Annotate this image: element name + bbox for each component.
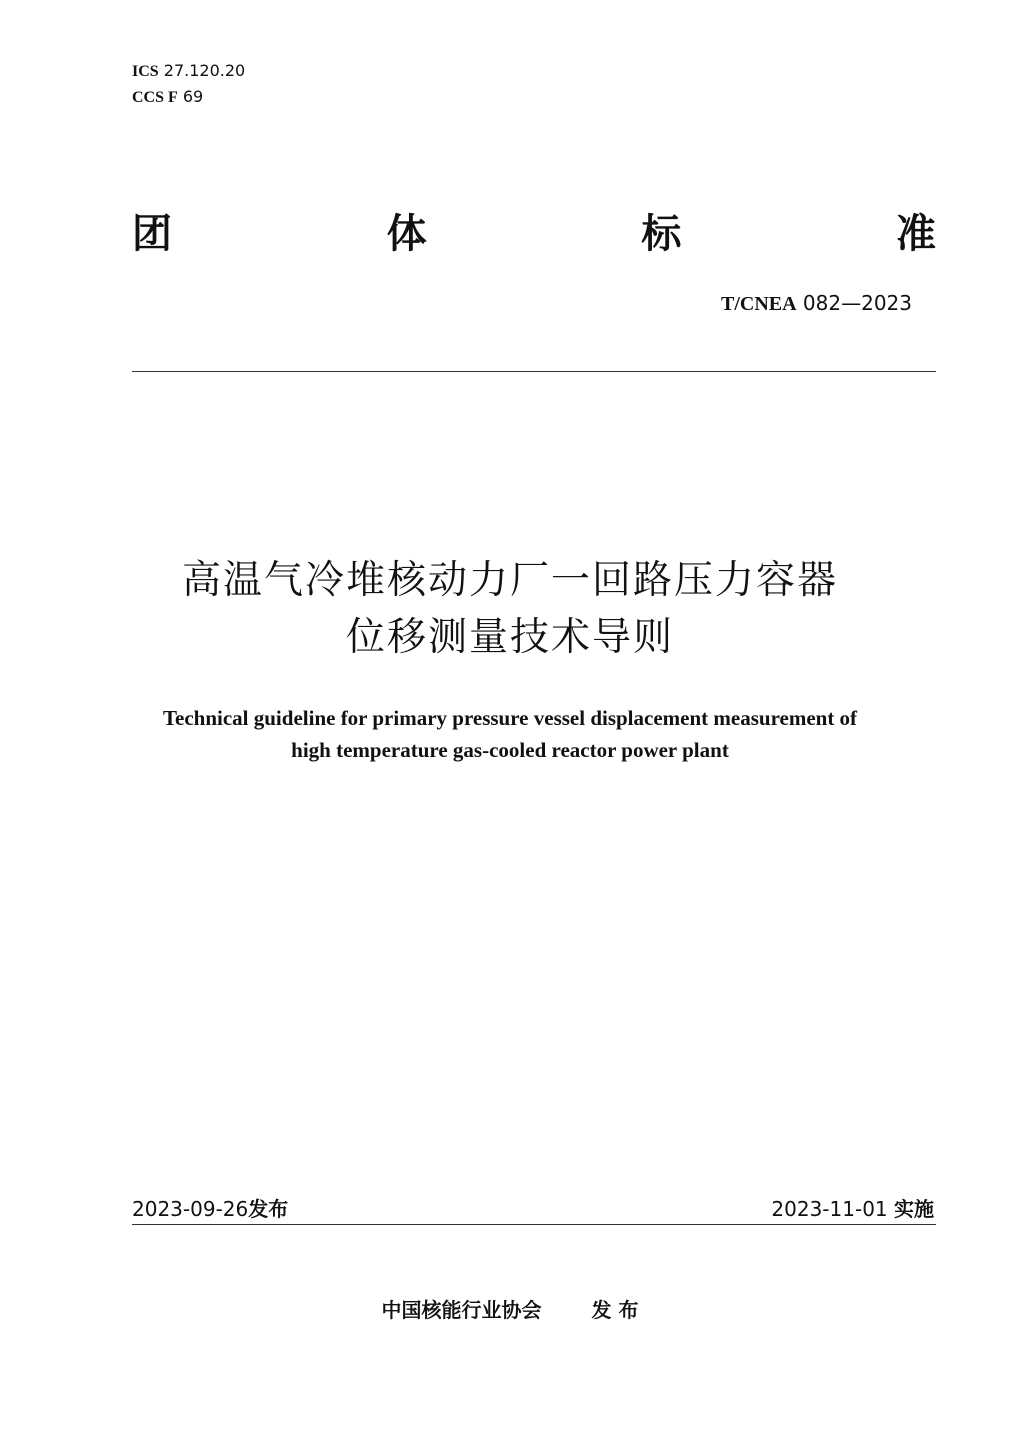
issue-date-label: 发布 (248, 1197, 289, 1221)
standard-type-char: 体 (386, 211, 427, 257)
title-cn-line2: 位移测量技术导则 (345, 615, 674, 660)
publisher-action: 发 布 (591, 1298, 639, 1322)
header-divider (132, 371, 936, 372)
ccs-value: 69 (182, 87, 204, 106)
footer-divider (132, 1224, 936, 1225)
ics-code (132, 62, 245, 81)
ccs-label: CCS F (132, 89, 178, 106)
title-en-line2: high temperature gas-cooled reactor power plant (291, 738, 729, 762)
title-en-line1: Technical guideline for primary pressure vessel displacement measurement of (162, 706, 858, 730)
ics-label: ICS (132, 63, 159, 80)
title-cn-line1: 高温气冷堆核动力厂一回路压力容器 (181, 558, 838, 603)
standard-type-char: 团 (132, 211, 172, 257)
standard-code-number: 082—2023 (802, 291, 912, 315)
issue-date (132, 1195, 288, 1223)
publisher (0, 1296, 1020, 1324)
ics-value: 27.120.20 (163, 61, 246, 80)
issue-date-value: 2023-09-26 (132, 1197, 249, 1221)
implement-date-label: 实施 (894, 1197, 934, 1221)
standard-type-char: 标 (641, 211, 682, 257)
standard-type-heading (132, 208, 936, 260)
implement-date-value: 2023-11-01 (771, 1197, 888, 1221)
publisher-name: 中国核能行业协会 (381, 1298, 542, 1322)
standard-code-prefix: T/CNEA (720, 293, 797, 315)
standard-code (721, 290, 912, 317)
ccs-code (132, 88, 203, 107)
standard-type-char: 准 (895, 211, 936, 257)
implement-date (771, 1195, 934, 1223)
